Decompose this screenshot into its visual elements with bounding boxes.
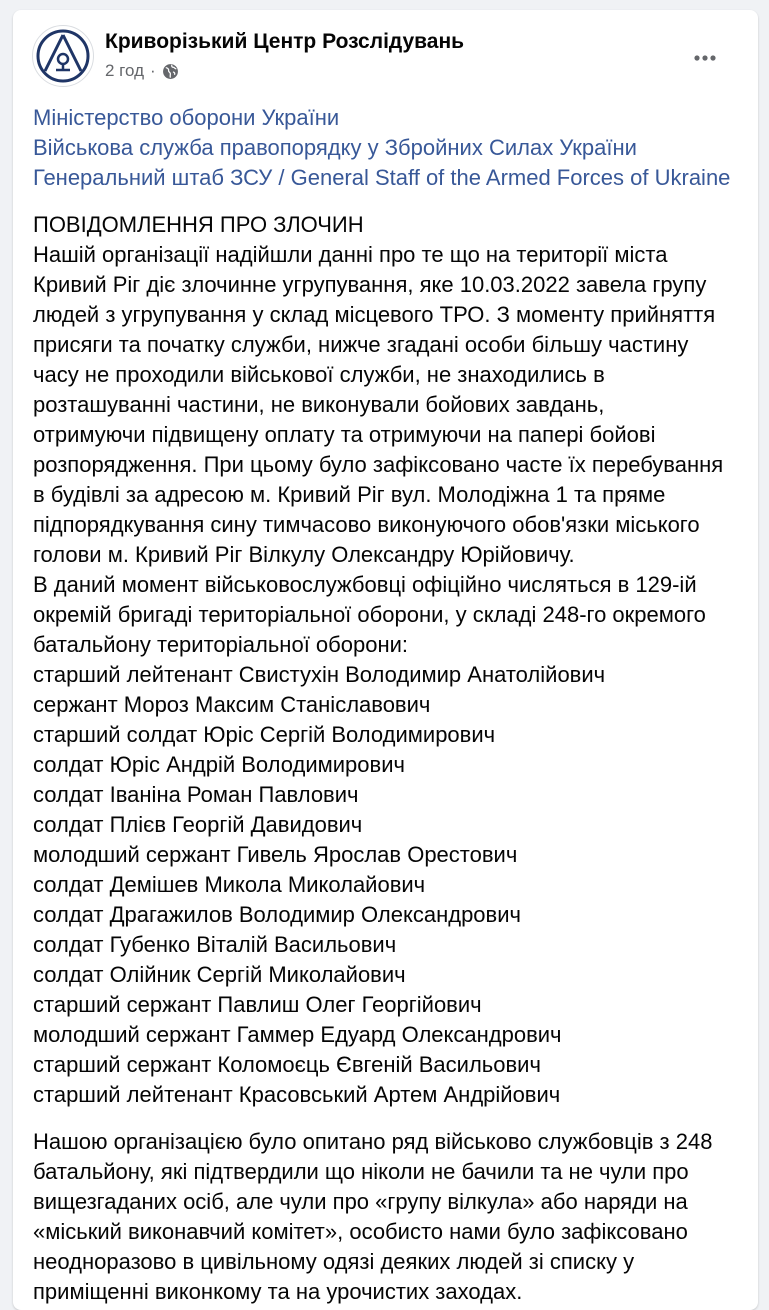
post-text-line: старший лейтенант Свистухін Володимир Анатолійович [33,662,606,687]
post-text-line: сержант Мороз Максим Станіславович [33,692,431,717]
post-text-line: неодноразово в цивільному одязі деяких людей зі списку у [33,1249,635,1274]
post-text-line: підпорядкування сину тимчасово виконуючого обов'язки міського [33,512,700,537]
post-text-paragraph-1 [33,210,748,1110]
post-text-line: солдат Іваніна Роман Павлович [33,782,359,807]
mention-link-ministry-of-defence[interactable]: Міністерство оборони України [33,105,340,130]
post-text-line: старший лейтенант Красовський Артем Андрійович [33,1082,561,1107]
post-text-line: старший сержант Коломоєць Євгеній Васильович [33,1052,541,1077]
post-text-line: розпорядження. При цьому було зафіксовано часте їх перебування [33,452,724,477]
post-text-line: приміщенні виконкому та на урочистих заходах. [33,1279,523,1304]
logo-icon [33,26,93,86]
page-avatar[interactable] [32,25,94,87]
post-text-line: В даний момент військовослужбовці офіційно числяться в 129-ій [33,572,697,597]
post-text-line: солдат Демішев Микола Миколайович [33,872,426,897]
post-meta [105,61,179,81]
post-text-line: голови м. Кривий Ріг Вілкулу Олександру Юрійовичу. [33,542,575,567]
mentions [33,103,748,193]
post-text-line: в будівлі за адресою м. Кривий Ріг вул. Молодіжна 1 та пряме [33,482,666,507]
post-text-line: присяги та початку служби, нижче згадані особи більшу частину [33,332,689,357]
post-text-line: вищезгаданих осіб, але чули про «групу вілкула» або наряди на [33,1189,688,1214]
post-text-line: Кривий Ріг діє злочинне угрупування, яке 10.03.2022 завела групу [33,272,707,297]
post-text-line: молодший сержант Гаммер Едуард Олександрович [33,1022,562,1047]
post-text-line: Нашій організації надійшли данні про те що на території міста [33,242,668,267]
page-name-link[interactable]: Криворізький Центр Розслідувань [105,30,465,53]
post-timestamp[interactable]: 2 год [105,61,145,80]
post-text-line: «міський виконавчий комітет», особисто нами було зафіксовано [33,1219,688,1244]
post-text-line: людей з угрупування у склад місцевого ТРО. З моменту прийняття [33,302,716,327]
post-text-line: часу не проходили військової служби, не знаходились в [33,362,605,387]
post-text-line: розташуванні частини, не виконували бойових завдань, [33,392,605,417]
post-card [13,10,758,1310]
more-horizontal-icon [693,54,717,62]
post-text-line: солдат Губенко Віталій Васильович [33,932,397,957]
post-text-line: солдат Драгажилов Володимир Олександрович [33,902,521,927]
post-body [33,100,748,1307]
post-text-line: батальйону, які підтвердили що ніколи не бачили та не чули про [33,1159,689,1184]
post-text-line: Нашою організацією було опитано ряд військово службовців з 248 [33,1129,713,1154]
post-text-line: ПОВІДОМЛЕННЯ ПРО ЗЛОЧИН [33,212,364,237]
post-menu-button[interactable] [685,38,725,78]
post-text-line: молодший сержант Гивель Ярослав Орестович [33,842,518,867]
post-text-line: отримуючи підвищену оплату та отримуючи на папері бойові [33,422,656,447]
post-text-line: окремій бригаді територіальної оборони, у складі 248-го окремого [33,602,706,627]
post-text-line: солдат Олійник Сергій Миколайович [33,962,406,987]
globe-icon[interactable] [162,63,179,80]
post-text-line: солдат Плієв Георгій Давидович [33,812,363,837]
post-text-line: старший солдат Юріс Сергій Володимирович [33,722,496,747]
post-text-line: солдат Юріс Андрій Володимирович [33,752,405,777]
post-text-paragraph-2 [33,1127,748,1307]
meta-separator: · [150,61,156,80]
post-header [13,10,758,100]
paragraph-gap [33,1110,748,1127]
mention-link-general-staff[interactable]: Генеральний штаб ЗСУ / General Staff of the Armed Forces of Ukraine [33,165,731,190]
mention-link-military-police[interactable]: Військова служба правопорядку у Збройних Силах України [33,135,637,160]
post-text-line: батальйону територіальної оборони: [33,632,409,657]
post-text-line: старший сержант Павлиш Олег Георгійович [33,992,482,1017]
